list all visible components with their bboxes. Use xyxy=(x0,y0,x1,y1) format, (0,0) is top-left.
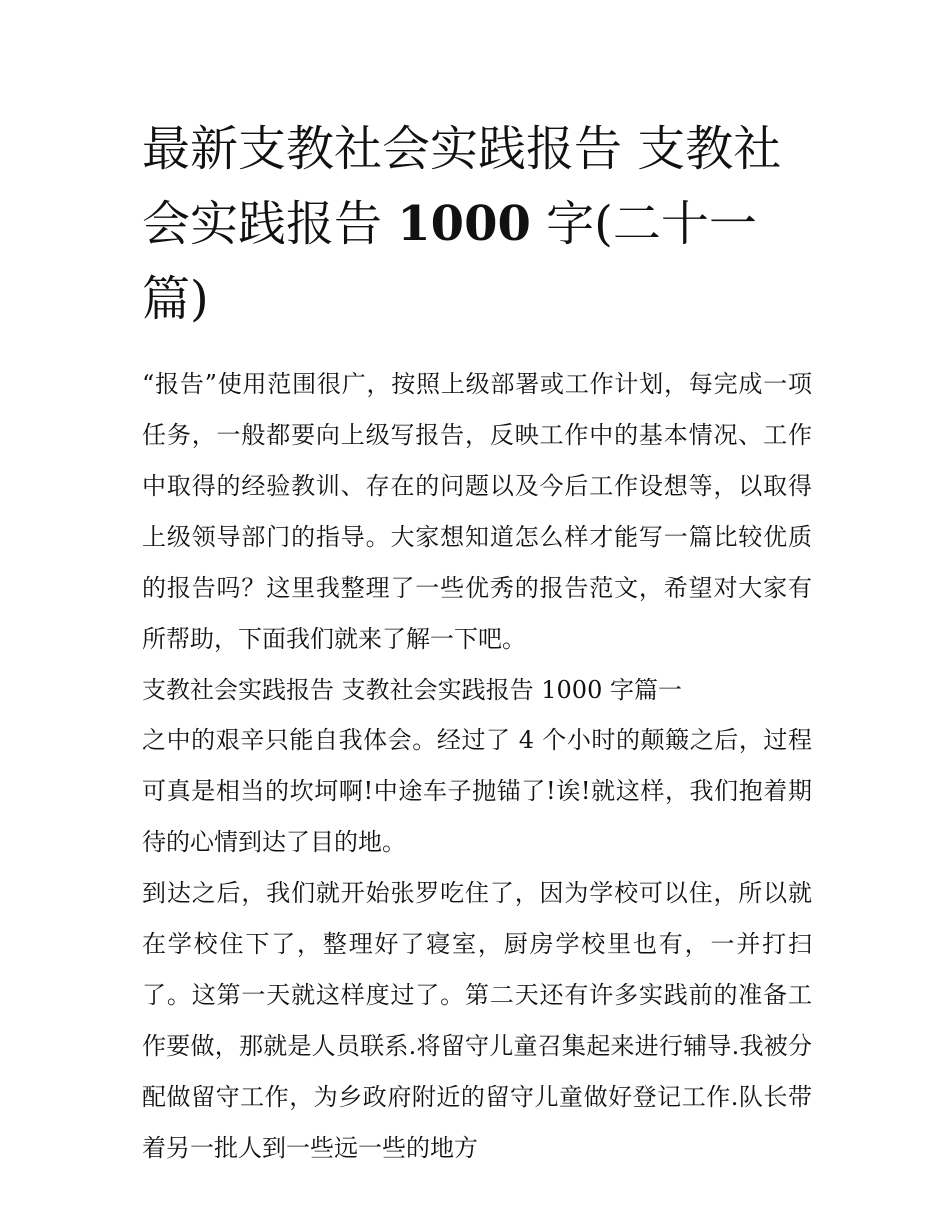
title-text: 最新支教社会实践报告 支教社会实践报告 xyxy=(142,121,782,252)
title-suffix: 字(二十一篇) xyxy=(142,196,757,327)
document-page xyxy=(142,112,812,1174)
title-number: 1000 xyxy=(397,196,531,252)
document-title xyxy=(142,112,812,337)
body-paragraph-1: 之中的艰辛只能自我体会。经过了 4 个小时的颠簸之后，过程可真是相当的坎坷啊!中途车子抛锚了!诶!就这样，我们抱着期待的心情到达了目的地。 xyxy=(142,726,812,856)
body-paragraph-2: 到达之后，我们就开始张罗吃住了，因为学校可以住，所以就在学校住下了，整理好了寝室，厨房学校里也有，一并打扫了。这第一天就这样度过了。第二天还有许多实践前的准备工作要做，那就是人员联系.将留守儿童召集起来进行辅导.我被分配做留守工作，为乡政府附近的留守儿童做好登记工作.队长带着另一批人到一些远一些的地方 xyxy=(142,879,812,1162)
section-heading: 支教社会实践报告 支教社会实践报告 1000 字篇一 xyxy=(142,676,682,704)
intro-paragraph: “报告”使用范围很广，按照上级部署或工作计划，每完成一项任务，一般都要向上级写报告，反映工作中的基本情况、工作中取得的经验教训、存在的问题以及今后工作设想等，以取得上级领导部门的指导。大家想知道怎么样才能写一篇比较优质的报告吗？这里我整理了一些优秀的报告范文，希望对大家有所帮助，下面我们就来了解一下吧。 xyxy=(142,370,812,653)
